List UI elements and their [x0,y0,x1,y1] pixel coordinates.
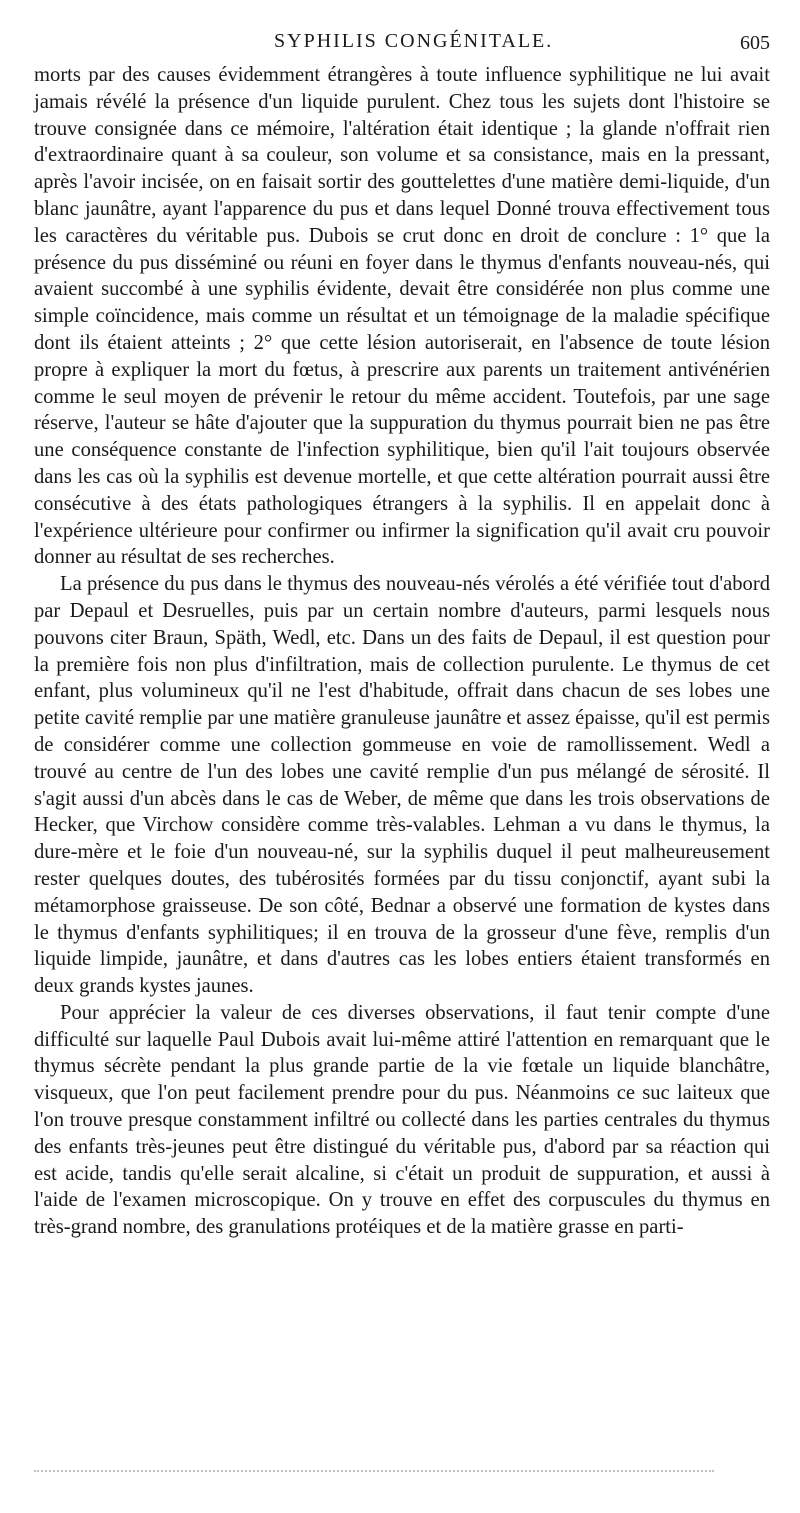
running-title: SYPHILIS CONGÉNITALE. [274,30,554,52]
running-head [34,30,770,56]
body-text [34,62,770,1241]
scan-noise-line [34,1470,714,1476]
book-page [34,0,770,1513]
paragraph-2: La présence du pus dans le thymus des nouveau-nés vérolés a été vérifiée tout d'abord par Depaul et Desruelles, puis par un certain nombre d'auteurs, parmi lesquels nous pouvons citer Braun, Späth, Wedl, etc. Dans un des faits de Depaul, il est question pour la première fois non plus d'infiltration, mais de collection purulente. Le thymus de cet enfant, plus volumineux qu'il ne l'est d'habitude, offrait dans chacun de ses lobes une petite cavité remplie par une matière granuleuse jaunâtre et assez épaisse, qu'il est permis de considérer comme une collection gommeuse en voie de ramollissement. Wedl a trouvé au centre de l'un des lobes une cavité remplie d'un pus mélangé de sérosité. Il s'agit aussi d'un abcès dans le cas de Weber, de même que dans les trois observations de Hecker, que Virchow considère comme très-valables. Lehman a vu dans le thymus, la dure-mère et le foie d'un nouveau-né, sur la syphilis duquel il peut malheureusement rester quelques doutes, des tubérosités formées par du tissu conjonctif, ayant subi la métamorphose graisseuse. De son côté, Bednar a observé une formation de kystes dans le thymus d'enfants syphilitiques; il en trouva de la grosseur d'une fève, remplis d'un liquide limpide, jaunâtre, et dans d'autres cas les lobes entiers étaient transformés en deux grands kystes jaunes. [34,573,770,998]
paragraph-1: morts par des causes évidemment étrangères à toute influence syphilitique ne lui avait jamais révélé la présence d'un liquide purulent. Chez tous les sujets dont l'histoire se trouve consignée dans ce mémoire, l'altération était identique ; la glande n'offrait rien d'extraordinaire quant à sa couleur, son volume et sa consistance, mais en la pressant, après l'avoir incisée, on en faisait sortir des gouttelettes d'une matière demi-liquide, d'un blanc jaunâtre, ayant l'apparence du pus et dans lequel Donné trouva effectivement tous les caractères du véritable pus. Dubois se crut donc en droit de conclure : 1° que la présence du pus disséminé ou réuni en foyer dans le thymus d'enfants nouveau-nés, qui avaient succombé à une syphilis évidente, devait être considérée non plus comme une simple coïncidence, mais comme un résultat et un témoignage de la maladie spécifique dont ils étaient atteints ; 2° que cette lésion autoriserait, en l'absence de toute lésion propre à expliquer la mort du fœtus, à prescrire aux parents un traitement antivénérien comme le seul moyen de prévenir le retour du même accident. Toutefois, par une sage réserve, l'auteur se hâte d'ajouter que la suppuration du thymus pourrait bien ne pas être une conséquence constante de l'infection syphilitique, bien qu'il l'ait toujours observée dans les cas où la syphilis est devenue mortelle, et que cette altération pourrait aussi être consécutive à des états pathologiques étrangers à la syphilis. Il en appelait donc à l'expérience ultérieure pour confirmer ou infirmer la signification qu'il avait cru pouvoir donner au résultat de ses recherches. [34,64,770,569]
page-number: 605 [740,32,770,54]
paragraph-3: Pour apprécier la valeur de ces diverses observations, il faut tenir compte d'une difficulté sur laquelle Paul Dubois avait lui-même attiré l'attention en remarquant que le thymus sécrète pendant la plus grande partie de la vie fœtale un liquide blanchâtre, visqueux, que l'on peut facilement prendre pour du pus. Néanmoins ce suc laiteux que l'on trouve presque constamment infiltré ou collecté dans les parties centrales du thymus des enfants très-jeunes peut être distingué du véritable pus, d'abord par sa réaction qui est acide, tandis qu'elle serait alcaline, si c'était un produit de suppuration, et aussi à l'aide de l'examen microscopique. On y trouve en effet des corpuscules du thymus en très-grand nombre, des granulations protéiques et de la matière grasse en parti- [34,1001,770,1239]
